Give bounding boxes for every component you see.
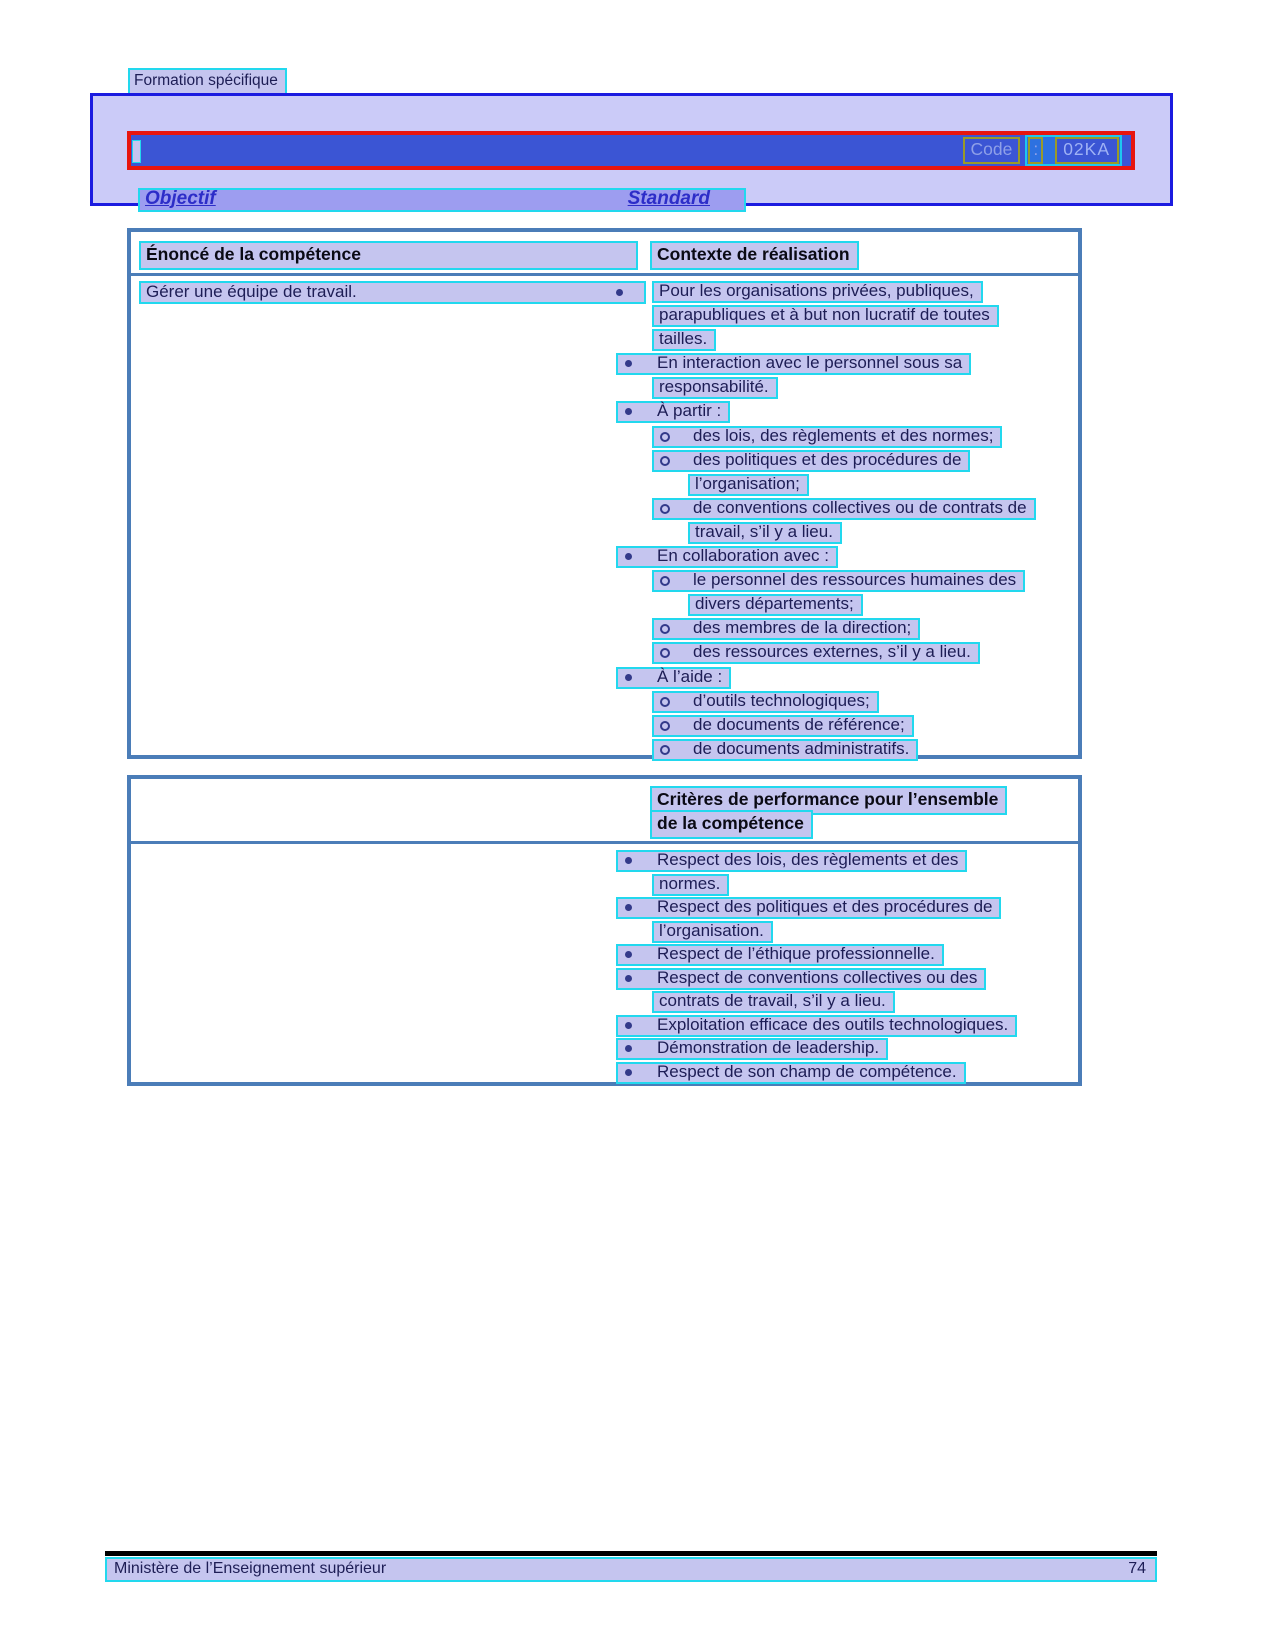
list-item: [616, 991, 1078, 1015]
list-item-text: parapubliques et à but non lucratif de toutes: [659, 305, 990, 325]
table1-header-row: [131, 232, 1078, 276]
circle-icon: [660, 456, 670, 466]
bullet-icon: [625, 857, 632, 864]
list-item: [616, 921, 1078, 945]
criteres-list: [616, 844, 1078, 1085]
list-item-text: À partir :: [657, 401, 722, 421]
bullet-icon: [625, 904, 632, 911]
list-item-text: Respect des politiques et des procédures de: [657, 897, 993, 916]
list-item: [616, 667, 1078, 691]
table1-body: [131, 276, 1078, 763]
code-label: Code: [963, 137, 1020, 164]
competence-statement: [139, 281, 646, 304]
list-item: [616, 642, 1078, 666]
list-item: [616, 874, 1078, 898]
header-criteres-line1: Critères de performance pour l’ensemble: [650, 786, 1007, 815]
list-item-text: des membres de la direction;: [693, 618, 912, 638]
list-item-text: En interaction avec le personnel sous sa: [657, 353, 963, 373]
footer-ministry-text: Ministère de l’Enseignement supérieur: [114, 1559, 387, 1577]
list-item-text: de documents administratifs.: [693, 738, 910, 758]
list-item-text: l’organisation;: [695, 473, 800, 493]
list-item-text: Respect de son champ de compétence.: [657, 1061, 957, 1081]
standard-heading: Standard: [627, 187, 710, 209]
list-item-text: Respect de l’éthique professionnelle.: [657, 944, 935, 963]
list-item: [616, 691, 1078, 715]
list-item: [616, 426, 1078, 450]
bullet-icon: [625, 975, 632, 982]
list-item-text: tailles.: [659, 329, 708, 349]
list-item: [616, 594, 1078, 618]
list-item: [616, 377, 1078, 401]
footer-divider: [105, 1551, 1157, 1556]
list-item: [616, 570, 1078, 594]
list-item-text: le personnel des ressources humaines des: [693, 570, 1017, 590]
circle-icon: [660, 432, 670, 442]
bullet-icon: [625, 553, 632, 560]
list-item: [616, 305, 1078, 329]
list-item: [616, 1038, 1078, 1062]
list-item: [616, 353, 1078, 377]
list-item-text: Respect des lois, des règlements et des: [657, 850, 959, 869]
title-banner: [90, 93, 1173, 209]
list-item-text: Respect de conventions collectives ou des: [657, 967, 978, 987]
footer-bar: [105, 1557, 1157, 1582]
list-item-text: de conventions collectives ou de contrats de: [693, 497, 1027, 517]
list-item: [616, 944, 1078, 968]
list-item-text: de documents de référence;: [693, 714, 905, 734]
code-bar: [127, 131, 1135, 170]
list-item: [616, 897, 1078, 921]
contexte-list: [616, 276, 1078, 763]
list-item-text: des ressources externes, s’il y a lieu.: [693, 642, 971, 662]
circle-icon: [660, 624, 670, 634]
list-item-text: contrats de travail, s’il y a lieu.: [659, 991, 886, 1010]
list-item-text: À l’aide :: [657, 666, 723, 686]
bullet-icon: [616, 289, 623, 296]
list-item: [616, 522, 1078, 546]
bullet-icon: [625, 360, 632, 367]
code-value: 02KA: [1055, 137, 1119, 164]
list-item-text: d’outils technologiques;: [693, 690, 870, 710]
objectif-standard-bar: [138, 188, 746, 212]
list-item: [616, 1015, 1078, 1039]
list-item-text: Démonstration de leadership.: [657, 1038, 880, 1057]
circle-icon: [660, 576, 670, 586]
list-item-text: En collaboration avec :: [657, 546, 829, 566]
circle-icon: [660, 721, 670, 731]
list-item: [616, 281, 1078, 305]
circle-icon: [660, 697, 670, 707]
code-separator: :: [1028, 137, 1043, 164]
list-item-text: responsabilité.: [659, 377, 769, 397]
header-enonce: Énoncé de la compétence: [139, 241, 638, 270]
list-item-text: Pour les organisations privées, publiques,: [659, 281, 974, 300]
list-item: [616, 546, 1078, 570]
header-criteres-line2: de la compétence: [650, 810, 813, 839]
list-item-text: divers départements;: [695, 594, 854, 614]
table2-header-row: [131, 779, 1078, 844]
list-item-text: Exploitation efficace des outils technologiques.: [657, 1014, 1009, 1034]
list-item: [616, 1062, 1078, 1086]
list-item-text: travail, s’il y a lieu.: [695, 521, 833, 541]
competence-table: [127, 228, 1082, 759]
code-strip: [1025, 135, 1122, 166]
circle-icon: [660, 648, 670, 658]
bullet-icon: [625, 674, 632, 681]
list-item: [616, 968, 1078, 992]
list-item-text: l’organisation.: [659, 920, 764, 940]
bullet-icon: [625, 1069, 632, 1076]
circle-icon: [660, 745, 670, 755]
highlight-fragment: [132, 140, 141, 163]
list-item-text: normes.: [659, 873, 721, 893]
objectif-heading: Objectif: [145, 187, 216, 209]
bullet-icon: [625, 1045, 632, 1052]
section-label: Formation spécifique: [128, 68, 287, 95]
bullet-icon: [625, 951, 632, 958]
header-contexte: Contexte de réalisation: [650, 241, 859, 270]
criteres-table: [127, 775, 1082, 1086]
circle-icon: [660, 504, 670, 514]
list-item-text: des politiques et des procédures de: [693, 449, 962, 469]
list-item-text: des lois, des règlements et des normes;: [693, 425, 994, 445]
list-item: [616, 850, 1078, 874]
list-item: [616, 715, 1078, 739]
table2-body: [131, 844, 1078, 1085]
list-item: [616, 618, 1078, 642]
list-item: [616, 474, 1078, 498]
list-item: [616, 450, 1078, 474]
list-item: [616, 739, 1078, 763]
bullet-icon: [625, 408, 632, 415]
bullet-icon: [625, 1022, 632, 1029]
footer-page-number: 74: [1128, 1559, 1146, 1577]
list-item: [616, 401, 1078, 425]
list-item: [616, 498, 1078, 522]
list-item: [616, 329, 1078, 353]
competence-text: Gérer une équipe de travail.: [146, 282, 357, 301]
